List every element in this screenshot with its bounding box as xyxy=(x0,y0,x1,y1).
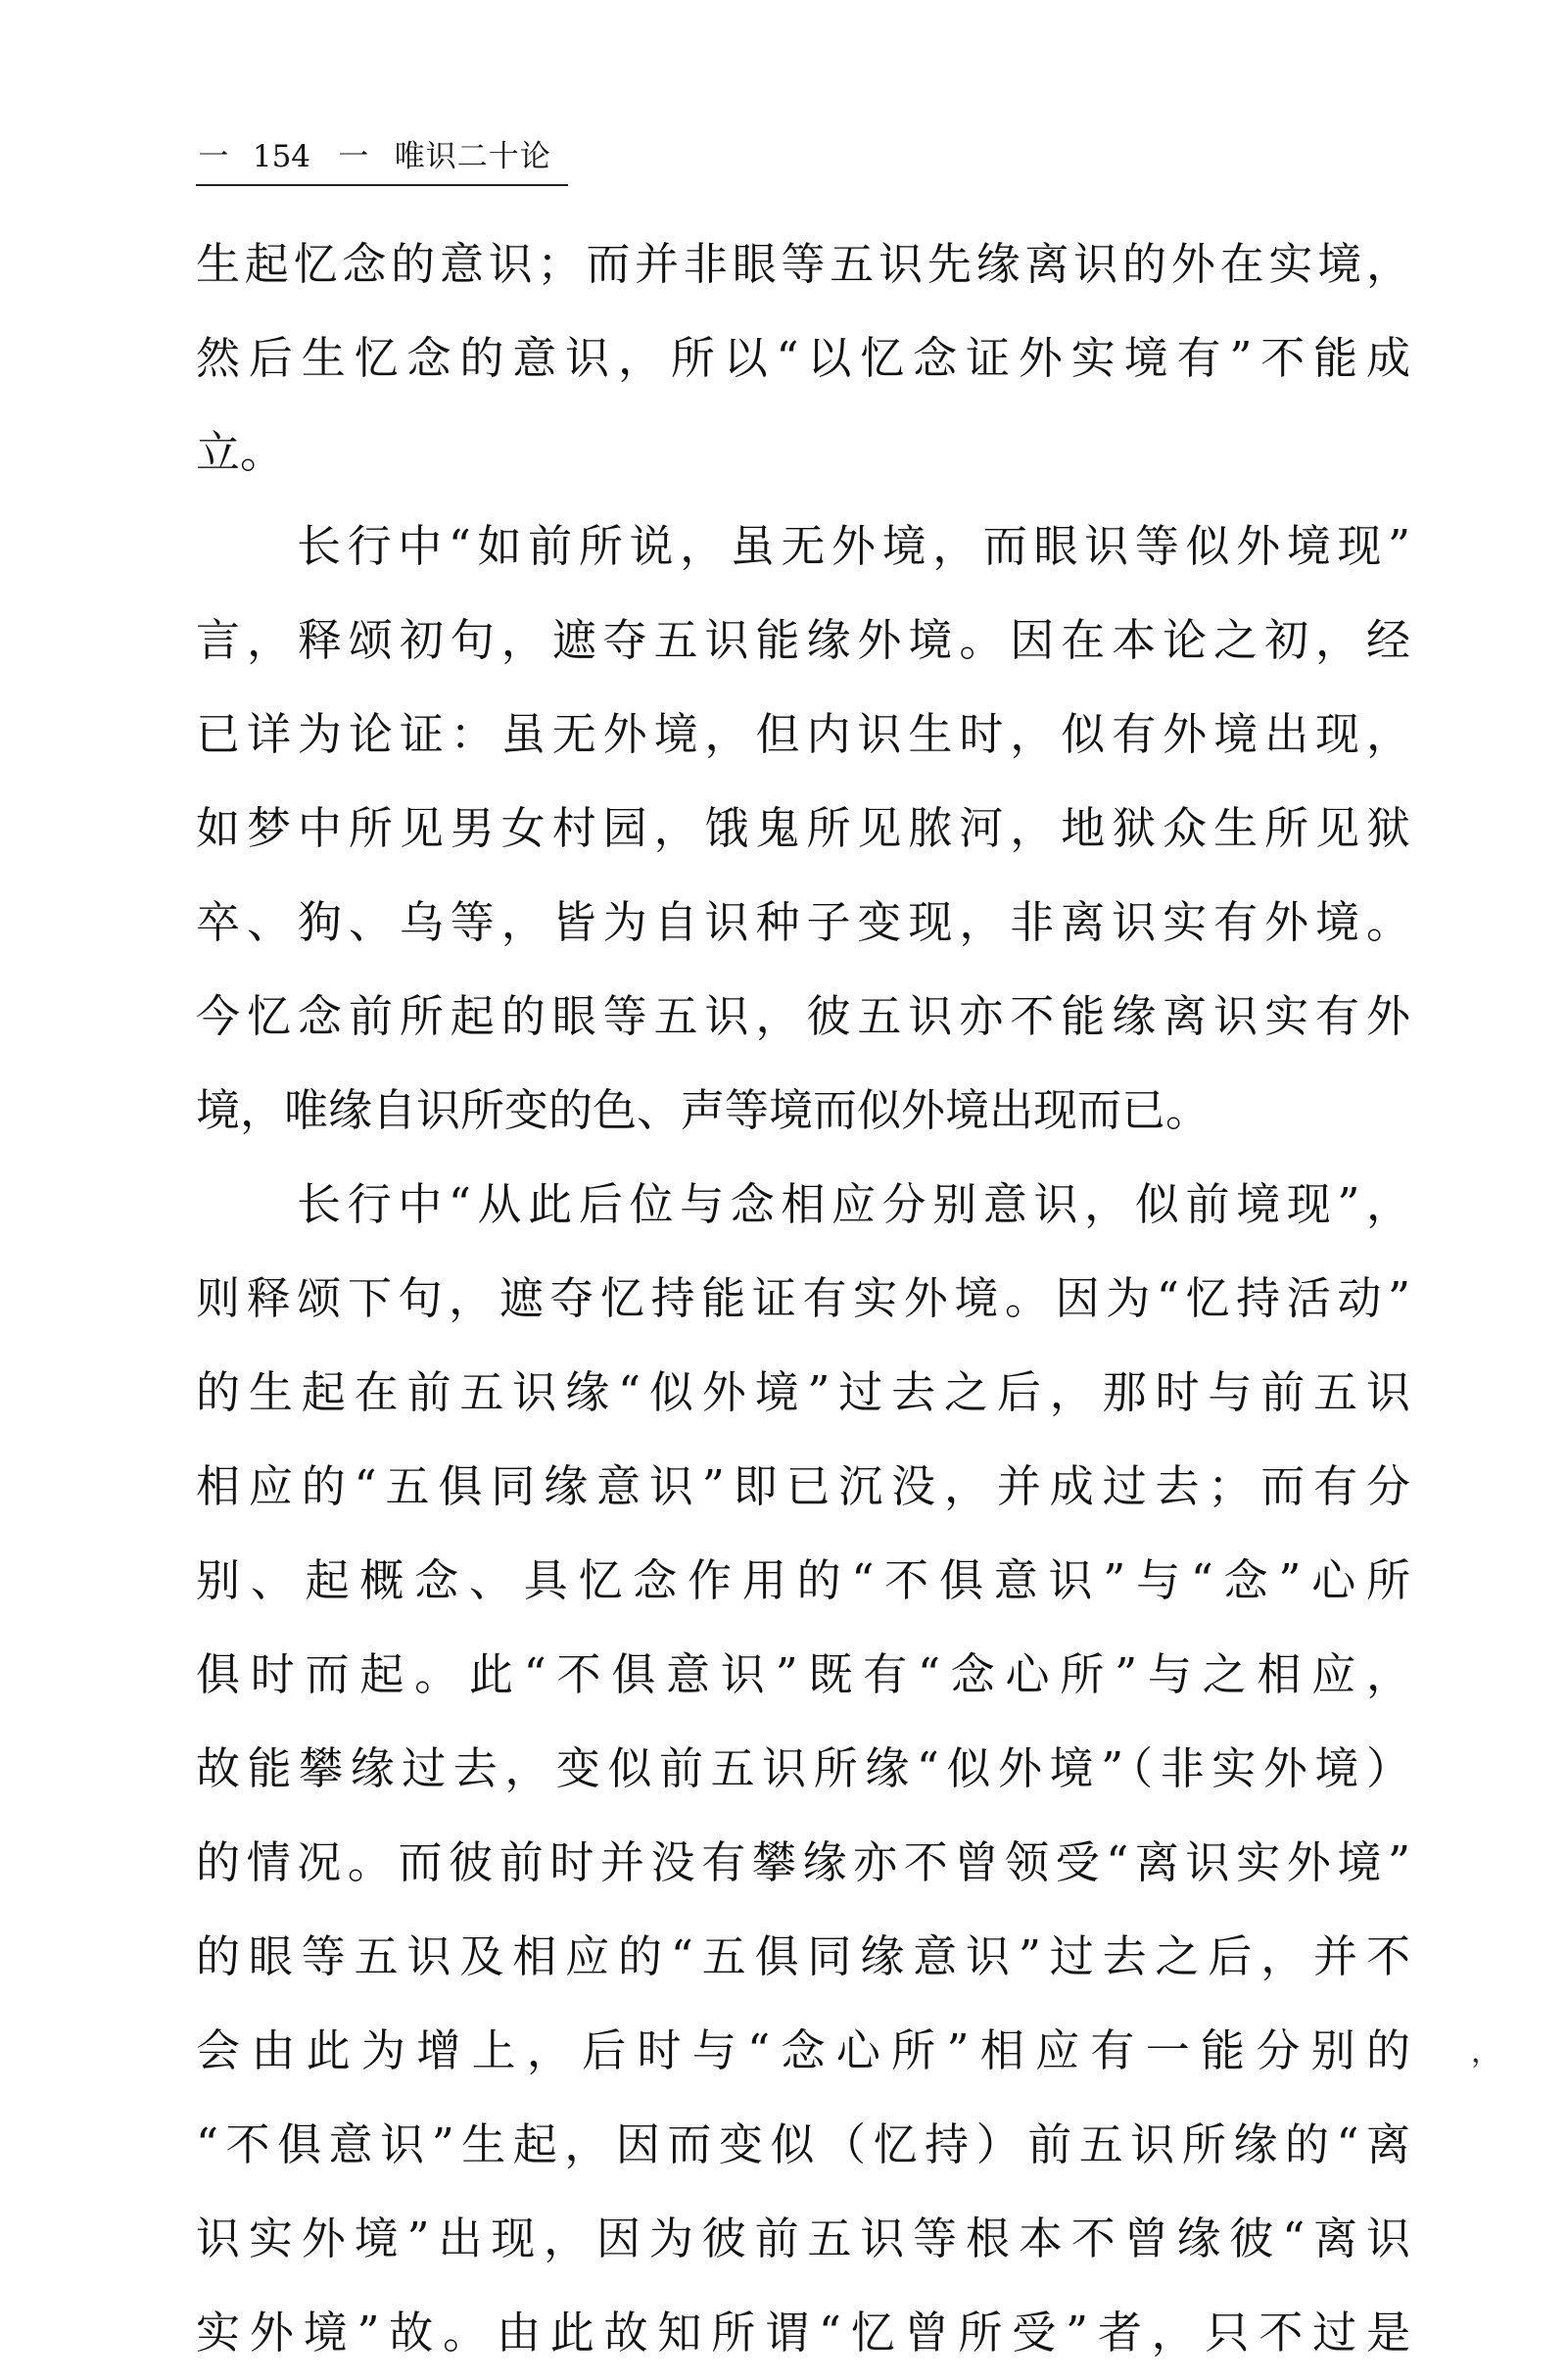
text-line: 已详为论证：虽无外境，但内识生时，似有外境出现， xyxy=(196,708,1410,760)
text-line: 今忆念前所起的眼等五识，彼五识亦不能缘离识实有外 xyxy=(196,990,1410,1042)
header-dash-right: 一 xyxy=(338,139,369,174)
text-line: 境，唯缘自识所变的色、声等境而似外境出现而已。 xyxy=(196,1084,1211,1136)
text-line: 相应的“五俱同缘意识”即已沉没，并成过去；而有分 xyxy=(196,1460,1410,1512)
text-line: 别、起概念、具忆念作用的“不俱意识”与“念”心所 xyxy=(196,1554,1410,1606)
text-line: 的眼等五识及相应的“五俱同缘意识”过去之后，并不 xyxy=(196,1930,1410,1982)
header-dash-left: 一 xyxy=(198,139,229,174)
text-line: 的生起在前五识缘“似外境”过去之后，那时与前五识 xyxy=(196,1366,1410,1418)
text-line: “不俱意识”生起，因而变似（忆持）前五识所缘的“离 xyxy=(196,2118,1410,2170)
text-line: 实外境”故。由此故知所谓“忆曾所受”者，只不过是 xyxy=(196,2307,1410,2358)
text-line: 故能攀缘过去，变似前五识所缘“似外境”（非实外境） xyxy=(196,1742,1410,1794)
text-line: 则释颂下句，遮夺忆持能证有实外境。因为“忆持活动” xyxy=(196,1272,1410,1324)
text-line: 言，释颂初句，遮夺五识能缘外境。因在本论之初，经 xyxy=(196,614,1410,666)
text-line: 如梦中所见男女村园，饿鬼所见脓河，地狱众生所见狱 xyxy=(196,802,1410,854)
text-line: 识实外境”出现，因为彼前五识等根本不曾缘彼“离识 xyxy=(196,2213,1410,2264)
text-line: 的情况。而彼前时并没有攀缘亦不曾领受“离识实外境” xyxy=(196,1836,1410,1888)
text-line: 然后生忆念的意识，所以“以忆念证外实境有”不能成 xyxy=(196,332,1410,384)
running-header xyxy=(196,135,568,186)
page-number: 154 xyxy=(252,139,311,174)
text-line: 会由此为增上，后时与“念心所”相应有一能分别的 xyxy=(196,2024,1410,2076)
page-body xyxy=(196,217,1410,2380)
paragraph-start-line: 长行中“如前所说，虽无外境，而眼识等似外境现” xyxy=(297,520,1410,572)
text-line: 俱时而起。此“不俱意识”既有“念心所”与之相应， xyxy=(196,1648,1410,1700)
book-title: 唯识二十论 xyxy=(394,139,551,174)
text-line: 生起忆念的意识；而并非眼等五识先缘离识的外在实境， xyxy=(196,238,1410,290)
paragraph-start-line: 长行中“从此后位与念相应分别意识，似前境现”， xyxy=(297,1178,1410,1230)
margin-mark: ， xyxy=(1471,2035,1500,2070)
text-line: 立。 xyxy=(196,426,285,478)
text-line: 卒、狗、乌等，皆为自识种子变现，非离识实有外境。 xyxy=(196,896,1410,948)
